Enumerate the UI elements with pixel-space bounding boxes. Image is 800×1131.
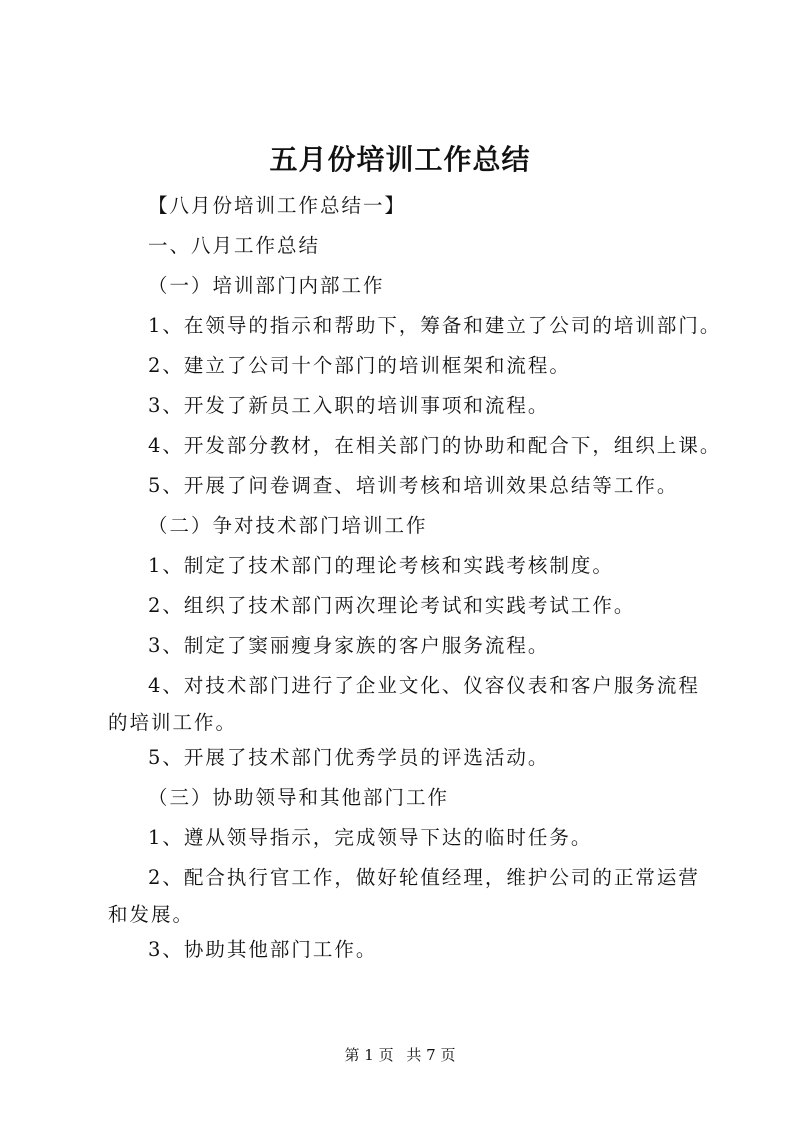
paragraph-item: 1、遵从领导指示，完成领导下达的临时任务。 <box>148 826 593 849</box>
paragraph-item: 3、开发了新员工入职的培训事项和流程。 <box>148 394 550 417</box>
paragraph-item: 3、制定了窦丽瘦身家族的客户服务流程。 <box>148 634 550 657</box>
document-title: 五月份培训工作总结 <box>269 143 531 176</box>
paragraph-item: 5、开展了问卷调查、培训考核和培训效果总结等工作。 <box>148 474 679 497</box>
paragraph-heading-1: 一、八月工作总结 <box>148 234 321 257</box>
paragraph-item: 3、协助其他部门工作。 <box>148 938 378 961</box>
paragraph-item: 2、组织了技术部门两次理论考试和实践考试工作。 <box>148 594 636 617</box>
page-total: 共 7 页 <box>406 1046 456 1064</box>
paragraph-item: 2、建立了公司十个部门的培训框架和流程。 <box>148 354 571 377</box>
paragraph-subheading-1: （一）培训部门内部工作 <box>148 274 385 297</box>
paragraph-item: 5、开展了技术部门优秀学员的评选活动。 <box>148 746 550 769</box>
page-number: 第 1 页 <box>344 1046 394 1064</box>
paragraph-item-wrapped: 4、对技术部门进行了企业文化、仪容仪表和客户服务流程的培训工作。 <box>108 674 700 734</box>
paragraph-subheading-2: （二）争对技术部门培训工作 <box>148 514 428 537</box>
paragraph-item: 1、制定了技术部门的理论考核和实践考核制度。 <box>148 554 614 577</box>
page-footer <box>0 1045 800 1065</box>
document-body <box>108 192 722 976</box>
paragraph-item: 4、开发部分教材，在相关部门的协助和配合下，组织上课。 <box>148 434 722 457</box>
paragraph-section-header: 【八月份培训工作总结一】 <box>148 194 407 217</box>
paragraph-subheading-3: （三）协助领导和其他部门工作 <box>148 786 450 809</box>
paragraph-item-wrapped: 2、配合执行官工作，做好轮值经理，维护公司的正常运营和发展。 <box>108 866 700 926</box>
paragraph-item: 1、在领导的指示和帮助下，筹备和建立了公司的培训部门。 <box>148 314 722 337</box>
